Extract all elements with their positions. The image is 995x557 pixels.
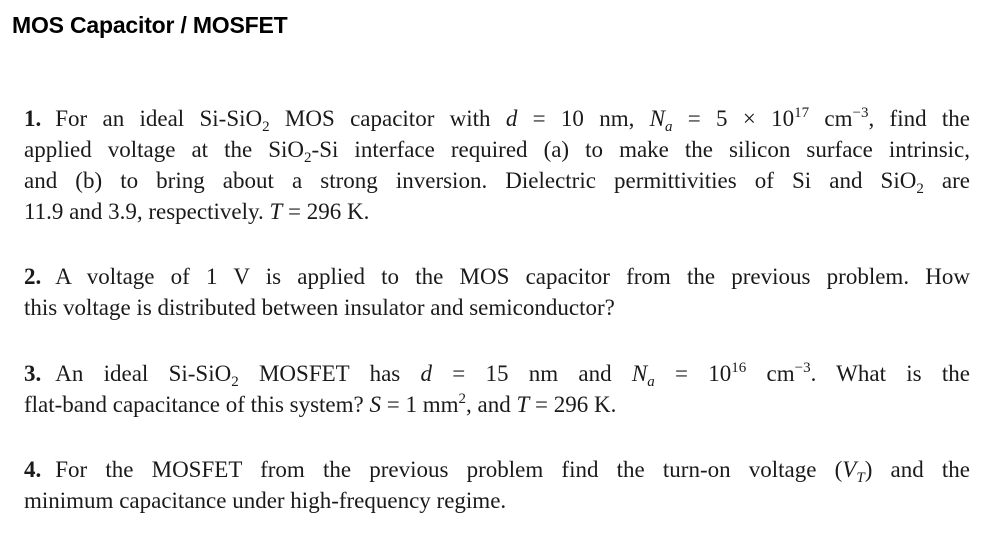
problem-4-line-1: 4. For the MOSFET from the previous problem find the turn-on voltage $(V_T)$ and the [24,457,970,486]
problem-4-line-2: minimum capacitance under high-frequency regime. [24,488,507,513]
problem-1-line-1: 1. For an ideal Si-SiO$_2$ MOS capacitor with d = 10 nm, $N_a = 5 \times 10^{17}$ $cm^{-3}$, find the [24,105,970,135]
problem-number: 4. [24,457,42,482]
page-title: MOS Capacitor / MOSFET [12,12,288,38]
problem-number: 3. [24,361,42,386]
problem-number: 2. [24,264,42,289]
problem-4 [24,454,970,516]
problem-3 [24,358,970,420]
problem-1 [24,103,970,227]
problem-1-line-2: applied voltage at the SiO$_2$-Si interface required (a) to make the silicon surface intrinsic, [24,137,970,166]
problem-2-text-1: A voltage of 1 V is applied to the MOS capacitor from the previous problem. How [55,264,970,289]
problem-3-line-2: flat-band capacitance of this system? S = 1 $mm^2$, and T = 296 K. [24,391,617,417]
problem-number: 1. [24,106,42,131]
problem-2 [24,261,970,323]
problem-3-line-1: 3. An ideal Si-SiO$_2$ MOSFET has d = 15 nm and $N_a = 10^{16}$ $cm^{-3}$. What is the [24,360,970,390]
problem-2-line-2: this voltage is distributed between insulator and semiconductor? [24,295,615,320]
problem-2-line-1 [24,261,970,292]
problem-1-line-3: and (b) to bring about a strong inversion. Dielectric permittivities of Si and SiO$_2$ are [24,168,971,197]
problem-1-line-4: 11.9 and 3.9, respectively. T = 296 K. [24,199,370,224]
